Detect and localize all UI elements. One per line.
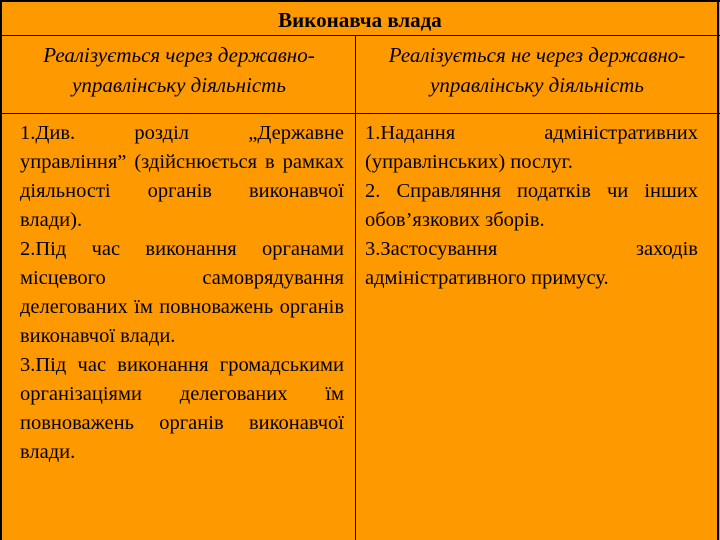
column-divider	[355, 35, 356, 540]
column-header-left: Реалізується через державно-управлінську діяльність	[43, 43, 315, 97]
left-item-1: 1.Див. розділ „Державне управління” (здійснюється в рамках діяльності органів виконавчої влади).	[20, 122, 344, 231]
left-column-cell	[20, 119, 344, 467]
left-item-3: 3.Під час виконання громадськими організаціями делегованих їм повноважень органів виконавчої влади.	[20, 354, 344, 463]
header-row-divider	[0, 113, 720, 114]
right-item-2: 2. Справляння податків чи інших обов’язкових зборів.	[365, 180, 698, 231]
table-border-top	[0, 0, 720, 2]
column-header-right: Реалізується не через державно-управлінську діяльність	[388, 43, 686, 97]
title-row-divider	[0, 35, 720, 36]
table-border-left	[0, 0, 2, 540]
right-item-1: 1.Надання адміністративних (управлінських) послуг.	[365, 122, 698, 173]
table-border-right	[717, 0, 719, 540]
right-column-cell	[365, 119, 698, 293]
left-item-2: 2.Під час виконання органами місцевого самоврядування делегованих їм повноважень органів виконавчої влади.	[20, 238, 344, 347]
right-item-3: 3.Застосування заходів адміністративного примусу.	[365, 238, 698, 289]
table-title: Виконавча влада	[278, 8, 442, 32]
